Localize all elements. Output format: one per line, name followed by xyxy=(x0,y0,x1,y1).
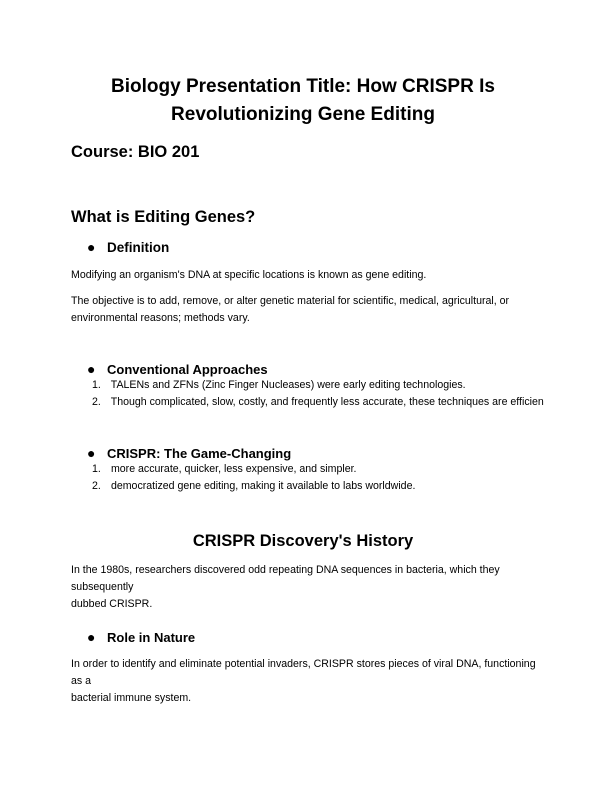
bullet-crispr-label: CRISPR: The Game-Changing xyxy=(107,446,292,461)
list-item xyxy=(92,394,544,411)
list-number: 2. xyxy=(92,480,101,492)
history-paragraph-line-1: In the 1980s, researchers discovered odd repeating DNA sequences in bacteria, which they subsequently xyxy=(71,564,500,593)
list-item xyxy=(92,377,466,394)
list-number: 1. xyxy=(92,379,101,391)
list-item-text: more accurate, quicker, less expensive, and simpler. xyxy=(110,463,357,475)
list-item-text: Though complicated, slow, costly, and frequently less accurate, these techniques are efficien xyxy=(110,396,544,408)
history-paragraph-line-2: dubbed CRISPR. xyxy=(71,598,153,610)
bullet-icon: ● xyxy=(87,629,96,645)
role-paragraph-line-2: bacterial immune system. xyxy=(71,692,192,704)
list-number: 1. xyxy=(92,463,101,475)
bullet-icon: ● xyxy=(87,239,96,255)
definition-paragraph-2 xyxy=(71,293,541,327)
bullet-definition xyxy=(87,238,169,257)
bullet-icon: ● xyxy=(87,445,96,461)
course-heading: Course: BIO 201 xyxy=(71,143,200,161)
section-heading-what-is: What is Editing Genes? xyxy=(71,208,256,226)
definition-paragraph-2-line-2: environmental reasons; methods vary. xyxy=(71,312,250,324)
role-paragraph xyxy=(71,656,541,707)
bullet-definition-label: Definition xyxy=(107,240,170,255)
section-heading-history: CRISPR Discovery's History xyxy=(192,532,414,550)
bullet-conventional-label: Conventional Approaches xyxy=(107,362,268,377)
definition-paragraph-2-line-1: The objective is to add, remove, or alter genetic material for scientific, medical, agricultural, or xyxy=(71,295,510,307)
bullet-role-label: Role in Nature xyxy=(107,630,196,645)
list-item-text: democratized gene editing, making it available to labs worldwide. xyxy=(110,480,416,492)
history-paragraph xyxy=(71,562,541,613)
list-item-text: TALENs and ZFNs (Zinc Finger Nucleases) were early editing technologies. xyxy=(110,379,466,391)
role-paragraph-line-1: In order to identify and eliminate potential invaders, CRISPR stores pieces of viral DNA, functioning as a xyxy=(71,658,536,687)
bullet-role-in-nature xyxy=(87,628,195,647)
title-line-1: Biology Presentation Title: How CRISPR Is xyxy=(111,76,495,97)
bullet-icon: ● xyxy=(87,361,96,377)
list-number: 2. xyxy=(92,396,101,408)
document-title xyxy=(60,73,546,129)
list-item xyxy=(92,461,357,478)
list-item xyxy=(92,478,415,495)
definition-paragraph-1: Modifying an organism's DNA at specific locations is known as gene editing. xyxy=(71,269,427,281)
title-line-2: Revolutionizing Gene Editing xyxy=(171,104,435,125)
